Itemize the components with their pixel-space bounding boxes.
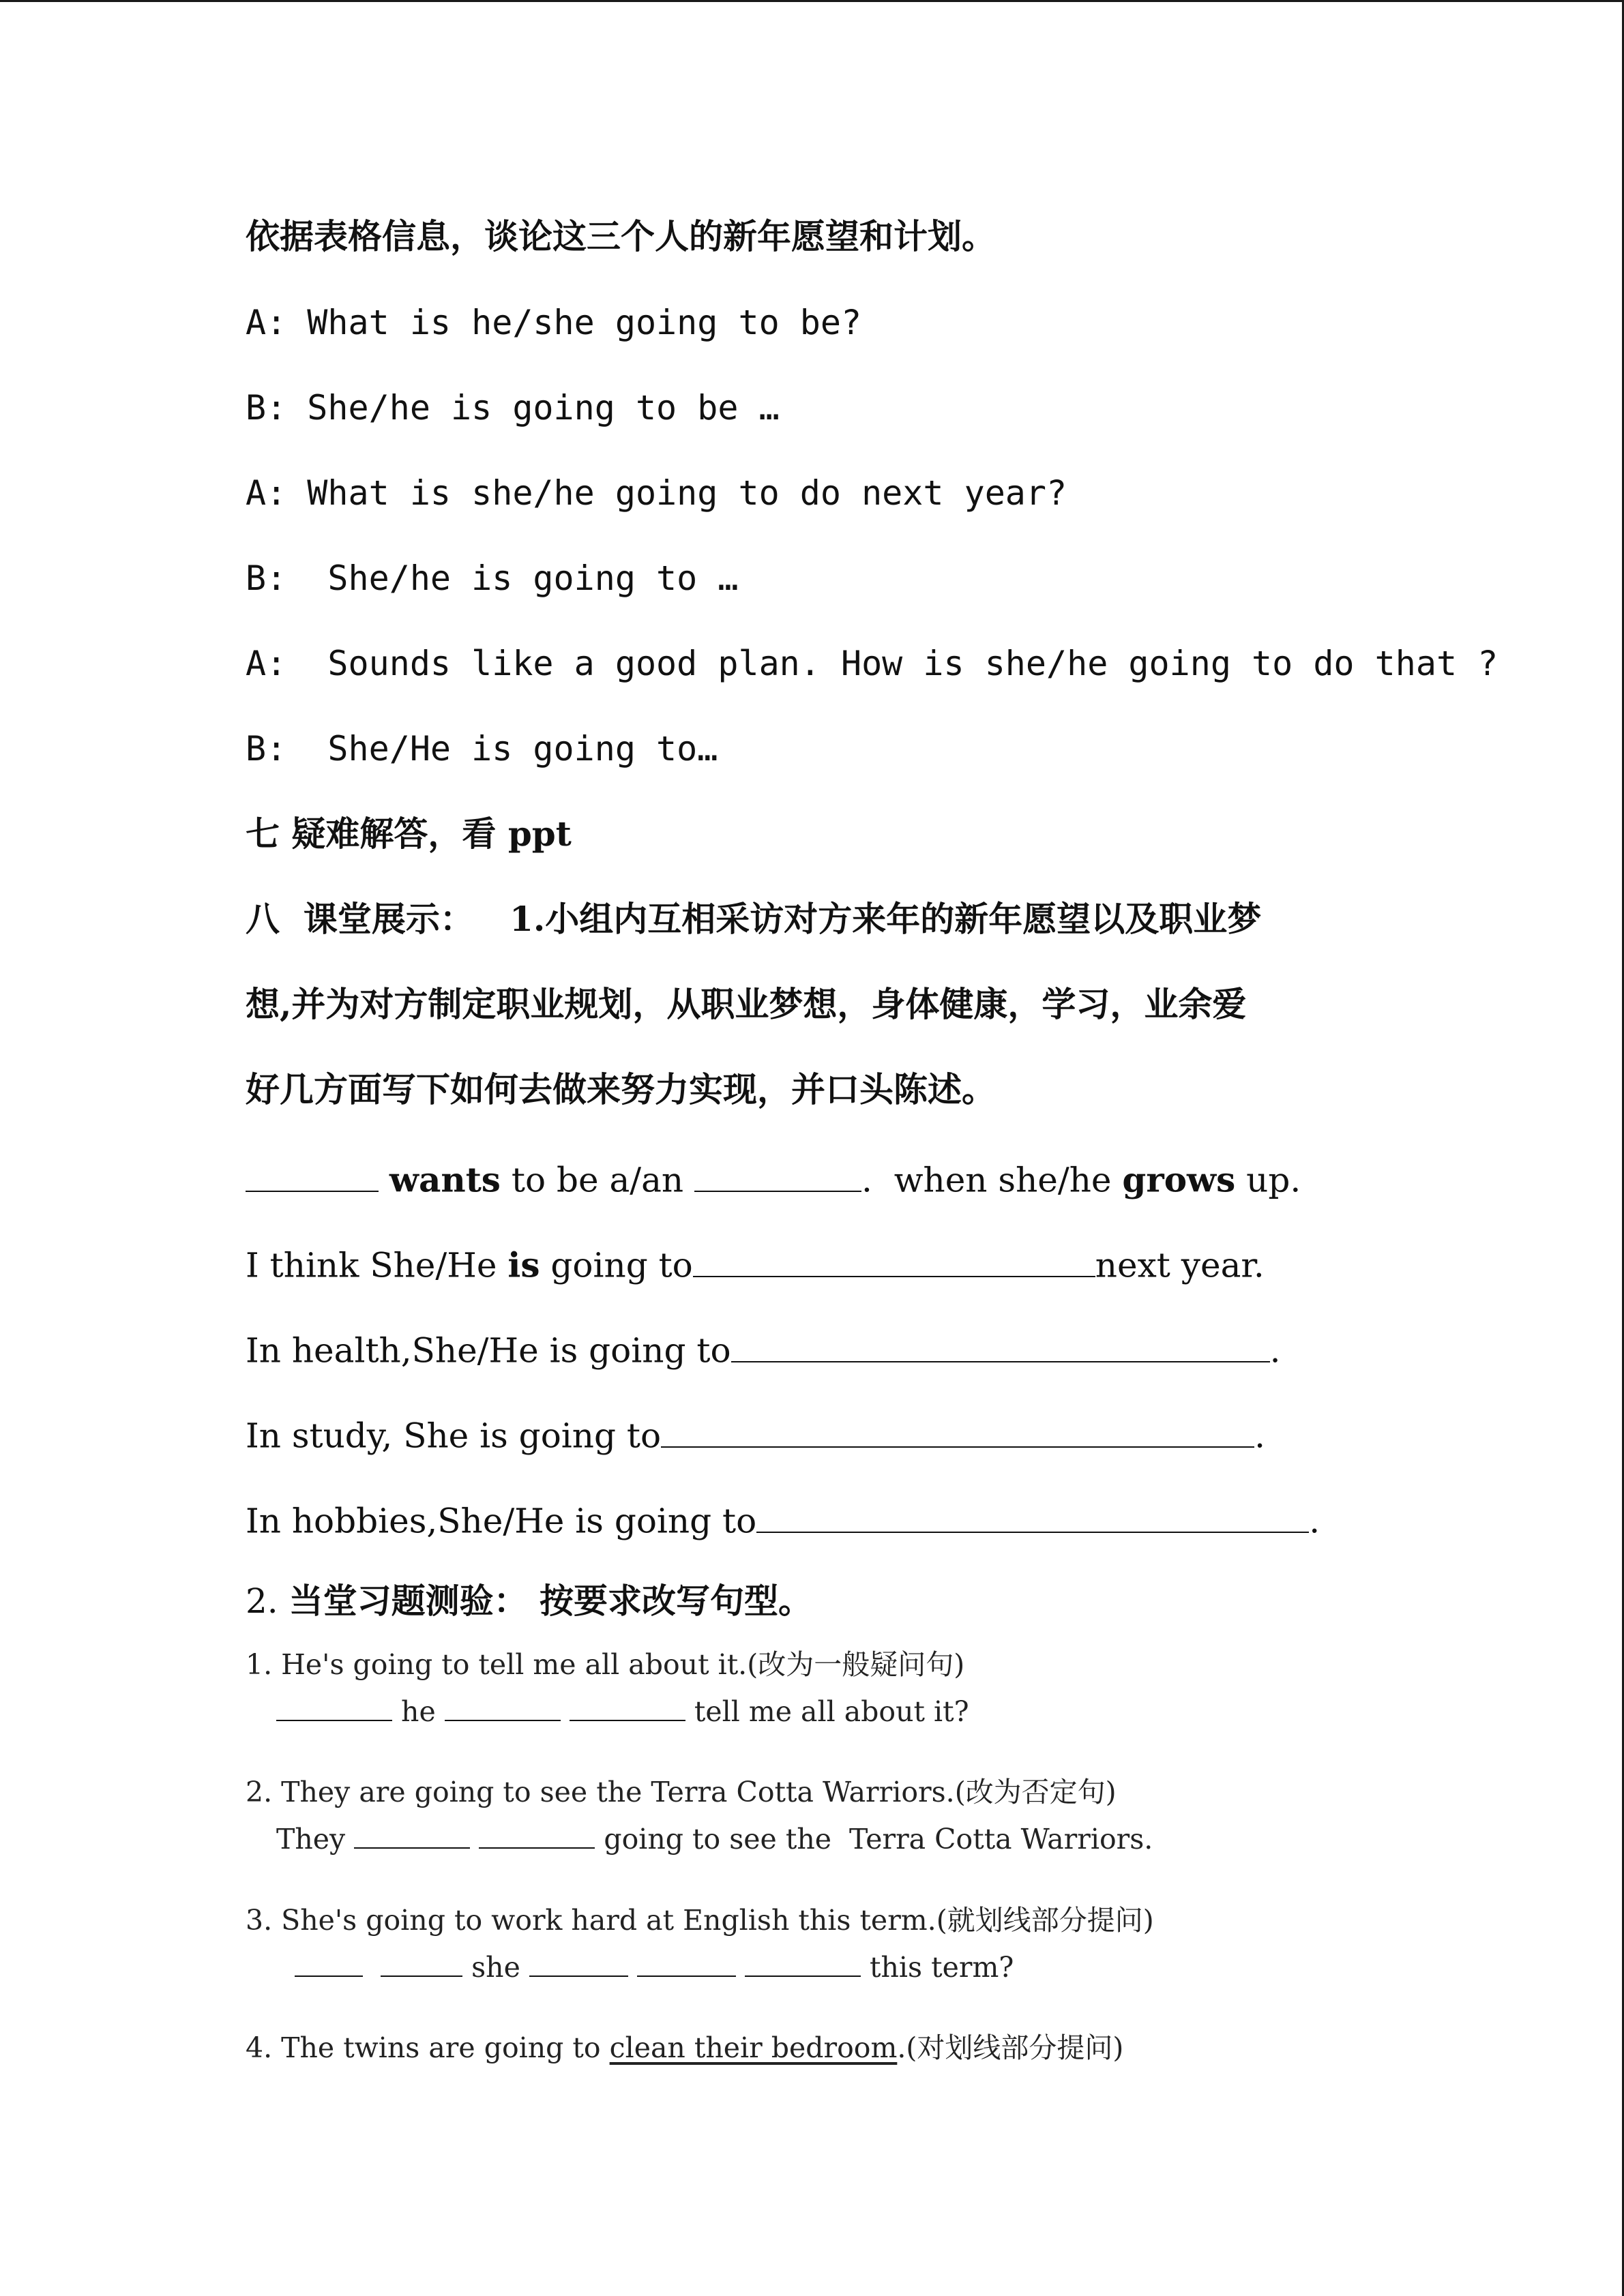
answer-blank[interactable] [745, 1949, 861, 1977]
fill-text: In health,She/He is going to [246, 1330, 731, 1371]
section-8-line-2: 想,并为对方制定职业规划，从职业梦想，身体健康，学习，业余爱 [246, 984, 1247, 1024]
fill-sentence-dream [246, 1158, 1301, 1200]
quiz-answer-3 [295, 1949, 1014, 1982]
underlined-phrase: clean their bedroom [609, 2031, 898, 2064]
instruction-heading: 依据表格信息，谈论这三个人的新年愿望和计划。 [246, 216, 996, 256]
question-text: . [897, 2031, 906, 2064]
quiz-question-3 [246, 1904, 1154, 1937]
dialogue-line: B: She/he is going to … [246, 558, 739, 598]
quiz-heading [246, 1581, 813, 1621]
answer-blank[interactable] [295, 1949, 363, 1977]
section-7-text: 疑难解答，看 ppt [291, 814, 572, 854]
answer-text: tell me all about it? [694, 1695, 969, 1728]
section-8-line-3: 好几方面写下如何去做来努力实现，并口头陈述。 [246, 1069, 996, 1109]
fill-text: up. [1246, 1160, 1301, 1200]
answer-blank[interactable] [570, 1693, 685, 1721]
question-text: 4. The twins are going to [246, 2031, 610, 2064]
answer-text: she [471, 1950, 520, 1984]
answer-text: this term? [870, 1950, 1014, 1984]
fill-text: . [861, 1160, 872, 1200]
answer-blank[interactable] [529, 1949, 628, 1977]
answer-blank[interactable] [445, 1693, 561, 1721]
fill-text: In study, She is going to [246, 1416, 662, 1456]
fill-text: I think She/He [246, 1245, 497, 1285]
fill-text: going to [550, 1245, 693, 1285]
fill-text: . [1269, 1330, 1281, 1371]
page-border-top [0, 0, 1624, 2]
question-hint: (改为否定句) [954, 1776, 1117, 1808]
answer-text: going to see the Terra Cotta Warriors. [604, 1822, 1153, 1855]
dialogue-line: A: Sounds like a good plan. How is she/he going to do that ? [246, 644, 1498, 683]
answer-blank[interactable] [731, 1328, 1270, 1362]
quiz-title: 当堂习题测验： 按要求改写句型。 [289, 1581, 813, 1621]
fill-sentence-next-year [246, 1243, 1265, 1283]
answer-blank[interactable] [756, 1499, 1309, 1533]
section-8-label: 八 [246, 899, 280, 939]
answer-text: he [401, 1695, 436, 1728]
fill-text: next year. [1095, 1245, 1265, 1285]
answer-blank[interactable] [694, 1158, 861, 1192]
keyword-grows: grows [1122, 1159, 1236, 1200]
question-hint: (对划线部分提问) [906, 2031, 1124, 2064]
fill-sentence-health [246, 1328, 1281, 1371]
fill-text: when she/he [894, 1160, 1112, 1200]
fill-sentence-study [246, 1414, 1265, 1456]
answer-blank[interactable] [693, 1243, 1095, 1277]
section-7 [246, 814, 572, 854]
section-7-label: 七 [246, 814, 280, 854]
fill-text: . [1309, 1501, 1320, 1541]
answer-blank[interactable] [381, 1949, 462, 1977]
dialogue-line: B: She/He is going to… [246, 729, 718, 769]
dialogue-line: A: What is she/he going to do next year? [246, 473, 1067, 513]
fill-sentence-hobbies [246, 1499, 1320, 1541]
fill-text: to be a/an [511, 1160, 684, 1200]
quiz-answer-1 [276, 1693, 969, 1726]
answer-blank[interactable] [479, 1821, 595, 1849]
quiz-question-2 [246, 1778, 1117, 1806]
answer-text: They [276, 1822, 346, 1855]
answer-blank[interactable] [246, 1158, 379, 1192]
fill-text: . [1254, 1416, 1265, 1456]
question-hint: (就划线部分提问) [936, 1904, 1154, 1937]
quiz-label: 2. [246, 1581, 278, 1621]
quiz-question-1 [246, 1648, 965, 1681]
question-hint: (改为一般疑问句) [747, 1648, 965, 1681]
dialogue-line: B: She/he is going to be … [246, 388, 780, 428]
fill-text: In hobbies,She/He is going to [246, 1501, 757, 1541]
keyword-wants: wants [389, 1159, 501, 1200]
section-8-task: 1.小组内互相采访对方来年的新年愿望以及职业梦 [510, 899, 1262, 939]
section-8-heading: 课堂展示： [303, 899, 474, 939]
answer-blank[interactable] [661, 1414, 1254, 1448]
section-8-line-1 [246, 899, 1262, 939]
question-text: 3. She's going to work hard at English this term. [246, 1904, 936, 1937]
answer-blank[interactable] [276, 1693, 392, 1721]
dialogue-line: A: What is he/she going to be? [246, 303, 862, 342]
answer-blank[interactable] [354, 1821, 470, 1849]
quiz-answer-2 [276, 1821, 1153, 1853]
answer-blank[interactable] [637, 1949, 736, 1977]
question-text: 2. They are going to see the Terra Cotta Warriors. [246, 1776, 955, 1808]
keyword-is: is [507, 1244, 540, 1285]
question-text: 1. He's going to tell me all about it. [246, 1648, 748, 1681]
quiz-question-4 [246, 2031, 1124, 2064]
